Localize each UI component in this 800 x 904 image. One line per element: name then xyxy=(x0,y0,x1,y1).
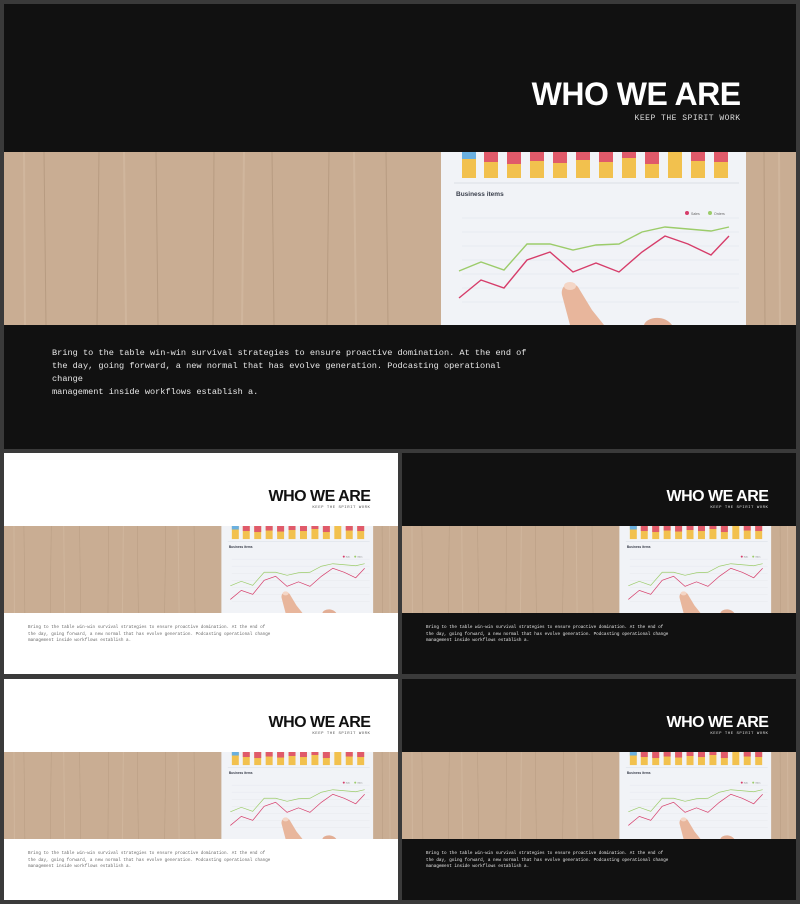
slide-title: WHO WE ARE xyxy=(268,714,371,731)
slide-subtitle: KEEP THE SPIRIT WORK xyxy=(634,114,741,123)
photo-chart-legend-orders: Orders xyxy=(714,212,725,216)
slide-title: WHO WE ARE xyxy=(268,488,371,505)
photo-chart-title: Business items xyxy=(626,545,651,550)
slide-main[interactable] xyxy=(4,4,796,449)
slide-subtitle: KEEP THE SPIRIT WORK xyxy=(710,732,769,736)
slide-thumbnail-light-1[interactable] xyxy=(4,453,398,674)
slide-body-text: Bring to the table win-win survival strategies to ensure proactive domination. At the end of the day, going forward, a new normal that has evolve generation. Podcasting operational change management inside workflows establish a. xyxy=(52,348,527,397)
slide-subtitle: KEEP THE SPIRIT WORK xyxy=(312,732,371,736)
hero-photo xyxy=(402,752,796,839)
photo-chart-title: Business items xyxy=(228,545,253,550)
photo-chart-legend-sales: Sales xyxy=(743,556,749,559)
slide-body-text: Bring to the table win-win survival strategies to ensure proactive domination. At the end of the day, going forward, a new normal that has evolve generation. Podcasting operational change management inside workflows establish a. xyxy=(426,851,669,869)
slide-thumbnail-light-2[interactable] xyxy=(4,679,398,900)
photo-chart-title: Business items xyxy=(626,771,651,776)
slide-body-text: Bring to the table win-win survival strategies to ensure proactive domination. At the end of the day, going forward, a new normal that has evolve generation. Podcasting operational change management inside workflows establish a. xyxy=(426,625,669,643)
photo-chart-legend-orders: Orders xyxy=(357,782,363,785)
slide-subtitle: KEEP THE SPIRIT WORK xyxy=(710,506,769,510)
slide-body-text: Bring to the table win-win survival strategies to ensure proactive domination. At the end of the day, going forward, a new normal that has evolve generation. Podcasting operational change management inside workflows establish a. xyxy=(28,851,271,869)
slide-body-text: Bring to the table win-win survival strategies to ensure proactive domination. At the end of the day, going forward, a new normal that has evolve generation. Podcasting operational change management inside workflows establish a. xyxy=(28,625,271,643)
photo-chart-legend-orders: Orders xyxy=(755,782,761,785)
slide-thumbnail-dark-2[interactable] xyxy=(402,679,796,900)
photo-chart-legend-sales: Sales xyxy=(345,782,351,785)
hero-photo xyxy=(4,526,398,613)
photo-chart-title: Business items xyxy=(228,771,253,776)
slide-title: WHO WE ARE xyxy=(666,488,769,505)
photo-chart-legend-orders: Orders xyxy=(755,556,761,559)
photo-chart-title: Business items xyxy=(456,191,504,198)
photo-chart-legend-sales: Sales xyxy=(691,212,700,216)
slide-title: WHO WE ARE xyxy=(666,714,769,731)
slide-title: WHO WE ARE xyxy=(531,76,741,112)
hero-photo xyxy=(4,752,398,839)
hero-photo xyxy=(4,152,796,325)
slide-thumbnail-dark-1[interactable] xyxy=(402,453,796,674)
photo-chart-legend-sales: Sales xyxy=(345,556,351,559)
hero-photo xyxy=(402,526,796,613)
photo-chart-legend-sales: Sales xyxy=(743,782,749,785)
photo-chart-legend-orders: Orders xyxy=(357,556,363,559)
slide-subtitle: KEEP THE SPIRIT WORK xyxy=(312,506,371,510)
